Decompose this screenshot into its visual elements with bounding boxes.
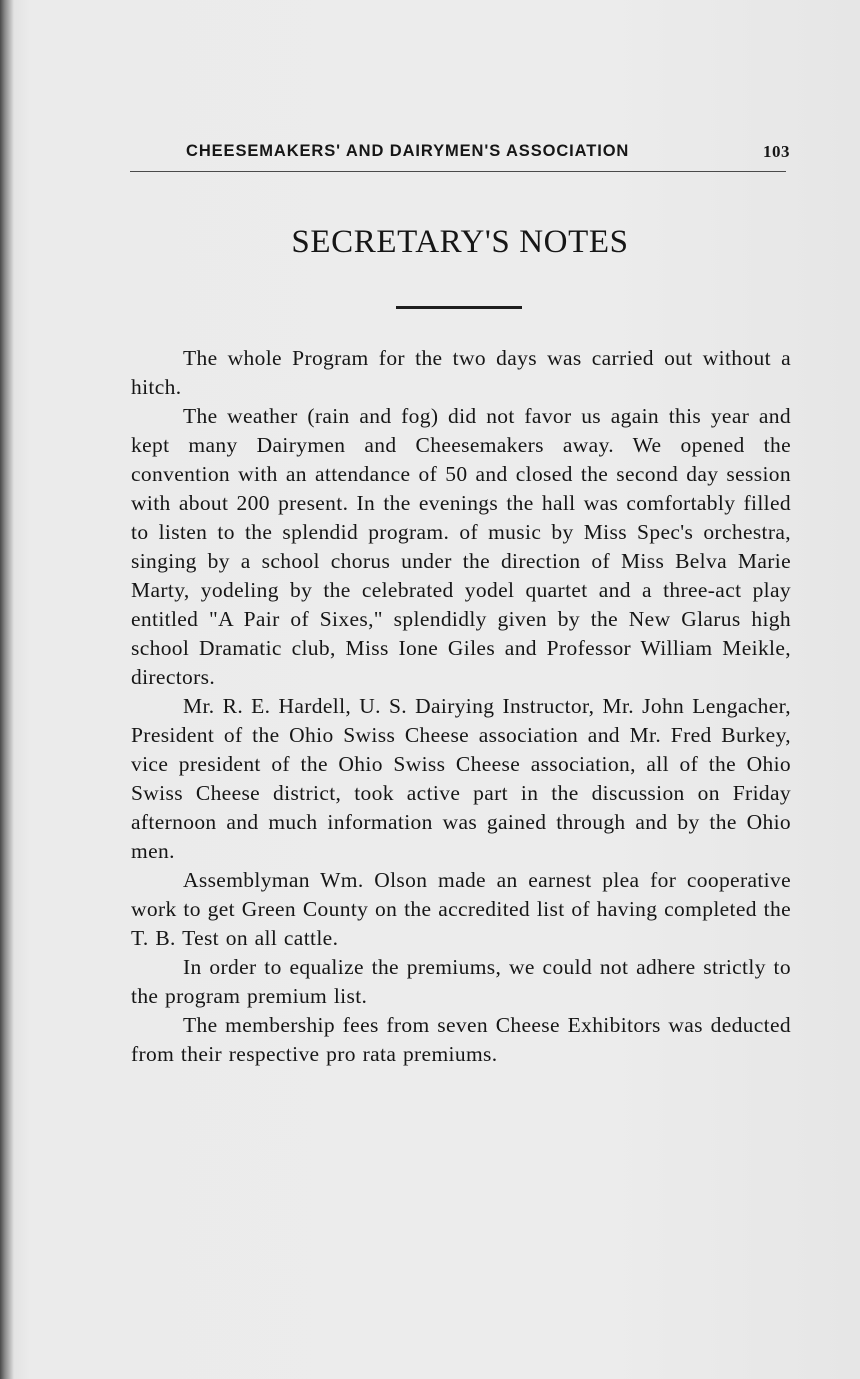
header-rule (130, 171, 786, 172)
body-text (131, 344, 791, 1069)
binding-edge (0, 0, 14, 1379)
title-rule (396, 306, 522, 309)
running-title: CHEESEMAKERS' AND DAIRYMEN'S ASSOCIATION (186, 142, 630, 160)
paragraph-assemblyman: Assemblyman Wm. Olson made an earnest plea for cooperative work to get Green County on the accredited list of having completed the T. B. Test on all cattle. (131, 868, 791, 950)
running-head (130, 142, 790, 172)
paragraph-premiums: In order to equalize the premiums, we could not adhere strictly to the program premium list. (131, 955, 791, 1008)
paragraph-weather: The weather (rain and fog) did not favor us again this year and kept many Dairymen and Cheesemakers away. We opened the convention with an attendance of 50 and closed the second day session with about 200 present. In the evenings the hall was comfortably filled to listen to the splendid program. of music by Miss Spec's orchestra, singing by a school chorus under the direction of Miss Belva Marie Marty, yodeling by the celebrated yodel quartet and a three-act play entitled "A Pair of Sixes," splendidly given by the New Glarus high school Dramatic club, Miss Ione Giles and Professor William Meikle, directors. (131, 404, 791, 689)
paragraph-membership: The membership fees from seven Cheese Exhibitors was deducted from their respective pro rata premiums. (131, 1013, 791, 1066)
section-title: SECRETARY'S NOTES (291, 224, 629, 260)
page-number: 103 (763, 142, 790, 161)
paragraph-ohio-men: Mr. R. E. Hardell, U. S. Dairying Instructor, Mr. John Lengacher, President of the Ohio Swiss Cheese association and Mr. Fred Burkey, vice president of the Ohio Swiss Cheese association, all of the Ohio Swiss Cheese district, took active part in the discussion on Friday afternoon and much information was gained through and by the Ohio men. (131, 694, 791, 863)
paragraph-program: The whole Program for the two days was carried out without a hitch. (131, 346, 791, 399)
